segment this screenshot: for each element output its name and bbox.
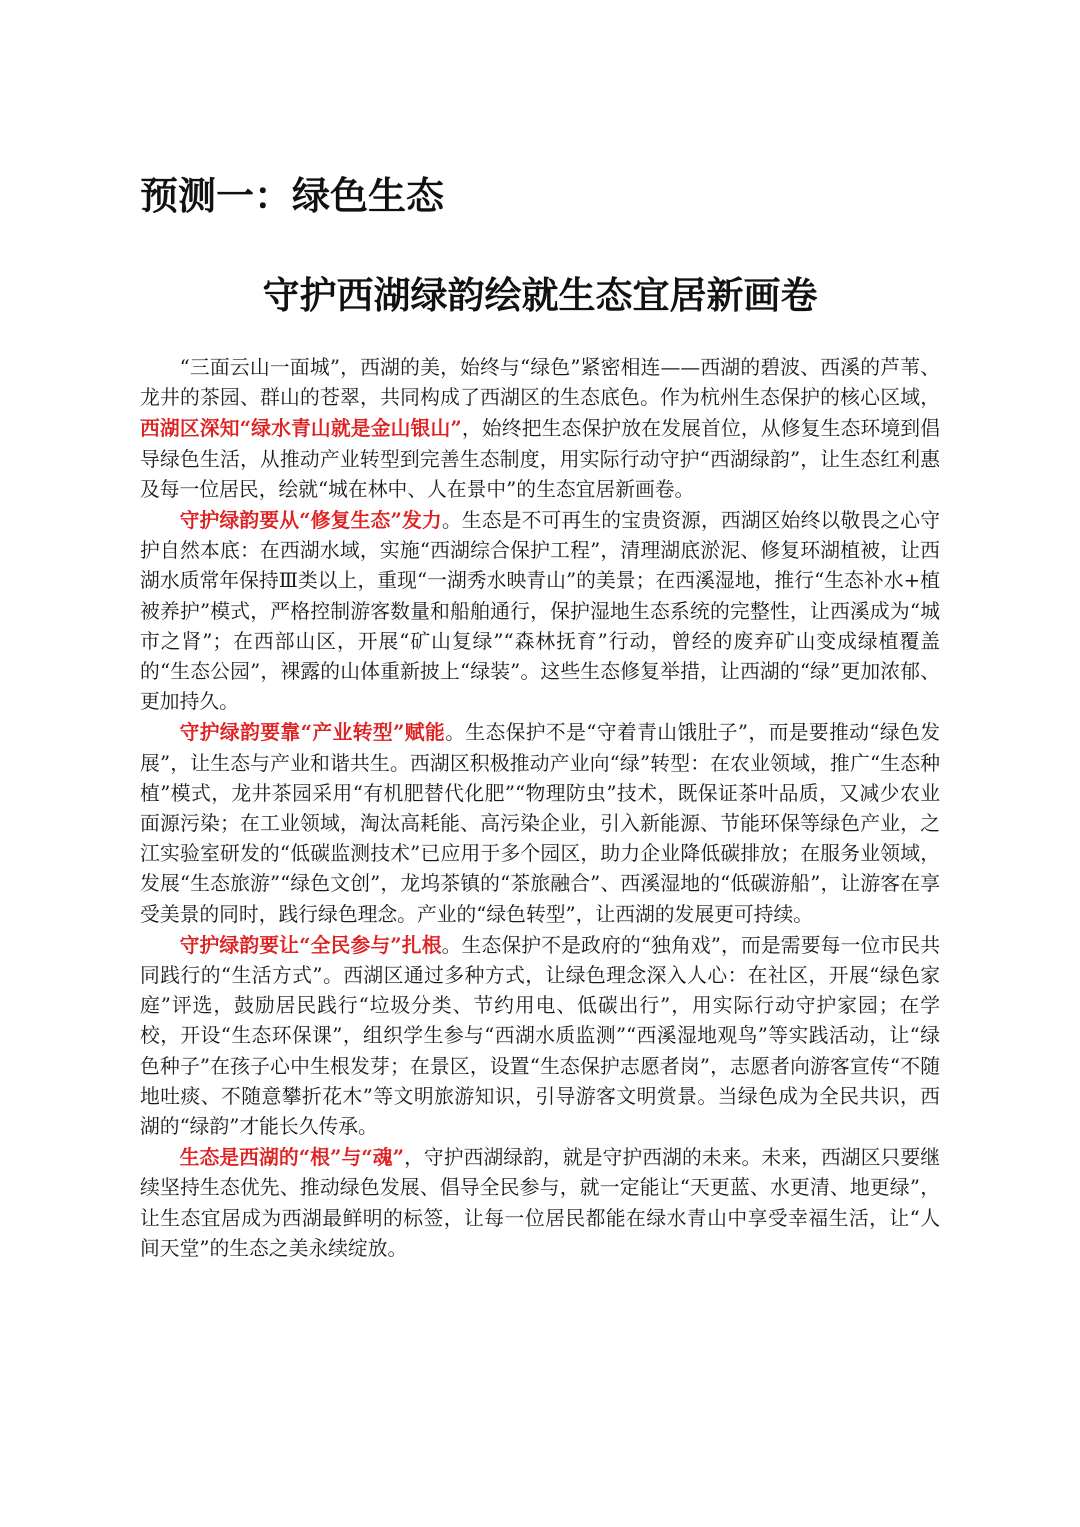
highlighted-phrase: 生态是西湖的“根”与“魂” xyxy=(179,1145,404,1170)
highlighted-phrase: 守护绿韵要从“修复生态”发力 xyxy=(179,508,442,533)
paragraph-public-participation xyxy=(140,930,940,1142)
paragraph-text: ，守护西湖绿韵，就是守护西湖的未来。未来，西湖区只要继续坚持生态优先、推动绿色发展、倡导全民参与，就一定能让“天更蓝、水更清、地更绿”，让生态宜居成为西湖最鲜明的标签，让每一位居民都能在绿水青山中享受幸福生活，让“人间天堂”的生态之美永续绽放。 xyxy=(140,1146,941,1260)
paragraph-industry-transform xyxy=(140,717,940,929)
paragraph-text: 。生态是不可再生的宝贵资源，西湖区始终以敬畏之心守护自然本底：在西湖水域，实施“西湖综合保护工程”，清理湖底淤泥、修复环湖植被，让西湖水质常年保持Ⅲ类以上，重现“一湖秀水映青山”的美景；在西溪湿地，推行“生态补水+植被养护”模式，严格控制游客数量和船舶通行，保护湿地生态系统的完整性，让西溪成为“城市之肾”；在西部山区，开展“矿山复绿”“森林抚育”行动，曾经的废弃矿山变成绿植覆盖的“生态公园”，裸露的山体重新披上“绿装”。这些生态修复举措，让西湖的“绿”更加浓郁、更加持久。 xyxy=(140,509,940,714)
paragraph-intro xyxy=(140,353,940,505)
highlighted-phrase: 守护绿韵要靠“产业转型”赋能 xyxy=(179,720,446,745)
highlighted-phrase: 西湖区深知“绿水青山就是金山银山” xyxy=(140,416,462,441)
paragraph-conclusion xyxy=(140,1142,940,1264)
section-title: 预测一：绿色生态 xyxy=(140,174,445,218)
paragraph-text: 。生态保护不是政府的“独角戏”，而是需要每一位市民共同践行的“生活方式”。西湖区通过多种方式，让绿色理念深入人心：在社区，开展“绿色家庭”评选，鼓励居民践行“垃圾分类、节约用电、低碳出行”，用实际行动守护家园；在学校，开设“生态环保课”，组织学生参与“西湖水质监测”“西溪湿地观鸟”等实践活动，让“绿色种子”在孩子心中生根发芽；在景区，设置“生态保护志愿者岗”，志愿者向游客宣传“不随地吐痰、不随意攀折花木”等文明旅游知识，引导游客文明赏景。当绿色成为全民共识，西湖的“绿韵”才能长久传承。 xyxy=(140,933,940,1139)
article-body xyxy=(140,353,940,1264)
article-title: 守护西湖绿韵绘就生态宜居新画卷 xyxy=(262,273,818,317)
paragraph-text: ，始终把生态保护放在发展首位，从修复生态环境到倡导绿色生活，从推动产业转型到完善生态制度，用实际行动守护“西湖绿韵”，让生态红利惠及每一位居民，绘就“城在林中、人在景中”的生态宜居新画卷。 xyxy=(140,417,940,501)
paragraph-restore-ecology xyxy=(140,505,940,717)
paragraph-text: 。生态保护不是“守着青山饿肚子”，而是要推动“绿色发展”，让生态与产业和谐共生。西湖区积极推动产业向“绿”转型：在农业领域，推广“生态种植”模式，龙井茶园采用“有机肥替代化肥”“物理防虫”技术，既保证茶叶品质，又减少农业面源污染；在工业领域，淘汰高耗能、高污染企业，引入新能源、节能环保等绿色产业，之江实验室研发的“低碳监测技术”已应用于多个园区，助力企业降低碳排放；在服务业领域，发展“生态旅游”“绿色文创”，龙坞茶镇的“茶旅融合”、西溪湿地的“低碳游船”，让游客在享受美景的同时，践行绿色理念。产业的“绿色转型”，让西湖的发展更可持续。 xyxy=(140,721,941,926)
paragraph-text: “三面云山一面城”，西湖的美，始终与“绿色”紧密相连——西湖的碧波、西溪的芦苇、龙井的茶园、群山的苍翠，共同构成了西湖区的生态底色。作为杭州生态保护的核心区域， xyxy=(140,356,940,410)
highlighted-phrase: 守护绿韵要让“全民参与”扎根 xyxy=(179,932,442,957)
